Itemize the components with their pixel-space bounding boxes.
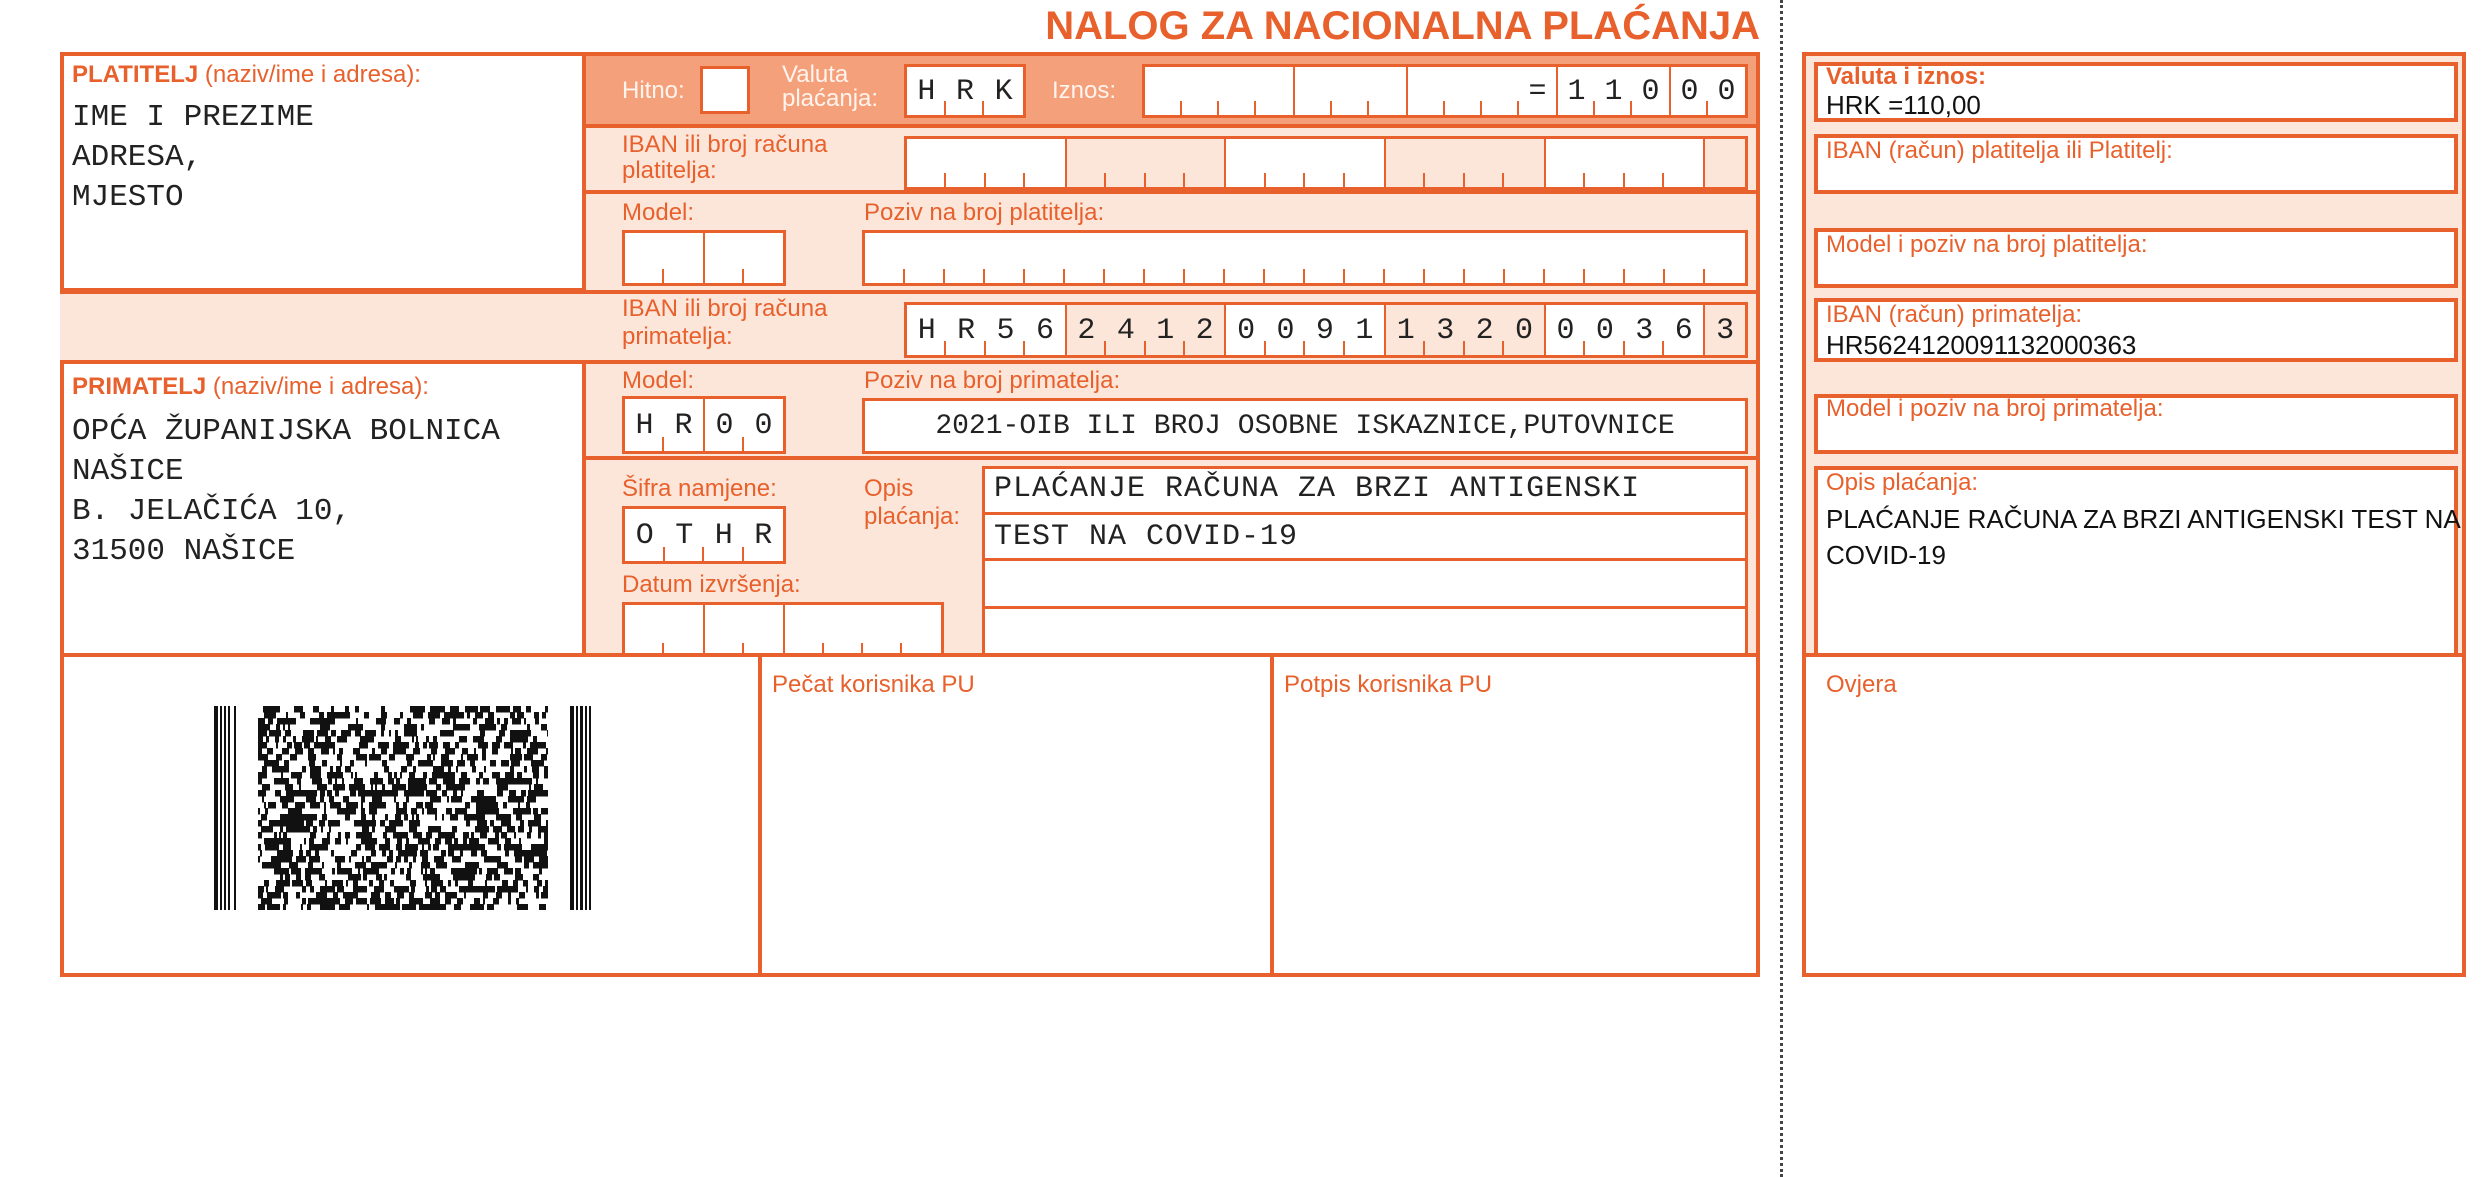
purpose-code-label: Šifra namjene: [622, 475, 777, 502]
payee-name-line-2[interactable]: NAŠICE [72, 454, 184, 489]
payee-reference-label: Poziv na broj primatelja: [864, 367, 1121, 394]
payee-iban-label-2: primatelja: [622, 323, 733, 350]
receipt-payee-iban-value: HR5624120091132000363 [1826, 330, 2137, 360]
payee-model-label: Model: [622, 367, 695, 394]
receipt-amount-value: HRK =110,00 [1826, 90, 1981, 120]
currency-label-2: plaćanja: [782, 85, 879, 112]
amount-char: 0 [1671, 67, 1708, 115]
stamp-label: Pečat korisnika PU [772, 671, 975, 698]
payer-iban-label-1: IBAN ili broj računa [622, 131, 828, 158]
receipt-description-line-2: COVID-19 [1826, 540, 1946, 570]
payee-address-line[interactable]: B. JELAČIĆA 10, [72, 494, 352, 529]
amount-char: = [1519, 67, 1558, 115]
payee-model-field[interactable]: H R 0 0 [622, 396, 786, 454]
payer-reference-label: Poziv na broj platitelja: [864, 199, 1105, 226]
currency-label-1: Valuta [782, 61, 849, 88]
payee-reference-field[interactable] [862, 398, 1748, 454]
currency-char: R [946, 67, 985, 115]
payer-name-line[interactable]: IME I PREZIME [72, 100, 314, 135]
payee-iban-field[interactable]: H R 5 6 2 4 1 2 0 0 9 1 1 3 2 0 0 0 3 6 3 [904, 302, 1748, 358]
amount-char [1295, 67, 1332, 115]
payer-reference-field[interactable] [862, 230, 1748, 286]
amount-char [1145, 67, 1182, 115]
urgent-checkbox[interactable] [700, 66, 750, 114]
amount-field[interactable] [1142, 64, 1748, 118]
pdf417-barcode-icon [214, 706, 592, 910]
payer-model-field[interactable] [622, 230, 786, 286]
receipt-amount-label: Valuta i iznos: [1826, 63, 1987, 90]
execution-date-label: Datum izvršenja: [622, 571, 801, 598]
cut-line [1780, 0, 1783, 1177]
receipt-description-line-1: PLAĆANJE RAČUNA ZA BRZI ANTIGENSKI TEST NA [1826, 504, 2461, 534]
amount-label: Iznos: [1052, 77, 1117, 104]
description-line-2: TEST NA COVID-19 [994, 520, 1299, 554]
receipt-payer-model-label: Model i poziv na broj platitelja: [1826, 231, 2148, 258]
currency-char: K [994, 75, 1013, 109]
payer-model-label: Model: [622, 199, 695, 226]
receipt-verify-label: Ovjera [1826, 671, 1897, 698]
payer-iban-field[interactable] [904, 136, 1748, 190]
amount-char: 1 [1595, 67, 1632, 115]
receipt-payee-model-label: Model i poziv na broj primatelja: [1826, 395, 2164, 422]
payer-city-line[interactable]: MJESTO [72, 180, 184, 215]
description-label-1: Opis [864, 475, 914, 502]
payee-reference-value: 2021-OIB ILI BROJ OSOBNE ISKAZNICE,PUTOVNICE [935, 411, 1675, 442]
payee-iban-label-1: IBAN ili broj računa [622, 295, 828, 322]
form-title: NALOG ZA NACIONALNA PLAĆANJA [1045, 4, 1760, 48]
payer-iban-label-2: platitelja: [622, 157, 717, 184]
amount-char [1408, 67, 1445, 115]
payee-name-line[interactable]: OPĆA ŽUPANIJSKA BOLNICA [72, 414, 500, 449]
signature-label: Potpis korisnika PU [1284, 671, 1493, 698]
payee-city-line[interactable]: 31500 NAŠICE [72, 534, 296, 569]
purpose-code-field[interactable]: O T H R [622, 506, 786, 564]
description-label-2: plaćanja: [864, 503, 961, 530]
receipt-payee-iban-label: IBAN (račun) primatelja: [1826, 301, 2083, 328]
receipt-description-label: Opis plaćanja: [1826, 469, 1979, 496]
amount-char [1445, 67, 1482, 115]
execution-date-field[interactable] [622, 602, 944, 657]
amount-char [1256, 67, 1295, 115]
payer-address-line[interactable]: ADRESA, [72, 140, 203, 175]
description-line-1: PLAĆANJE RAČUNA ZA BRZI ANTIGENSKI [994, 472, 1641, 506]
currency-char: H [907, 67, 946, 115]
payer-label: PLATITELJ (naziv/ime i adresa): [72, 61, 421, 88]
urgent-label: Hitno: [622, 77, 685, 104]
receipt-payer-iban-label: IBAN (račun) platitelja ili Platitelj: [1826, 137, 2173, 164]
amount-char: 1 [1558, 67, 1595, 115]
amount-char: 0 [1717, 75, 1736, 109]
amount-char [1219, 67, 1256, 115]
amount-char [1482, 67, 1519, 115]
amount-char [1369, 67, 1408, 115]
payee-label: PRIMATELJ (naziv/ime i adresa): [72, 373, 429, 400]
currency-field[interactable] [904, 64, 1026, 118]
amount-char: 0 [1632, 67, 1671, 115]
amount-char [1332, 67, 1369, 115]
amount-char [1182, 67, 1219, 115]
